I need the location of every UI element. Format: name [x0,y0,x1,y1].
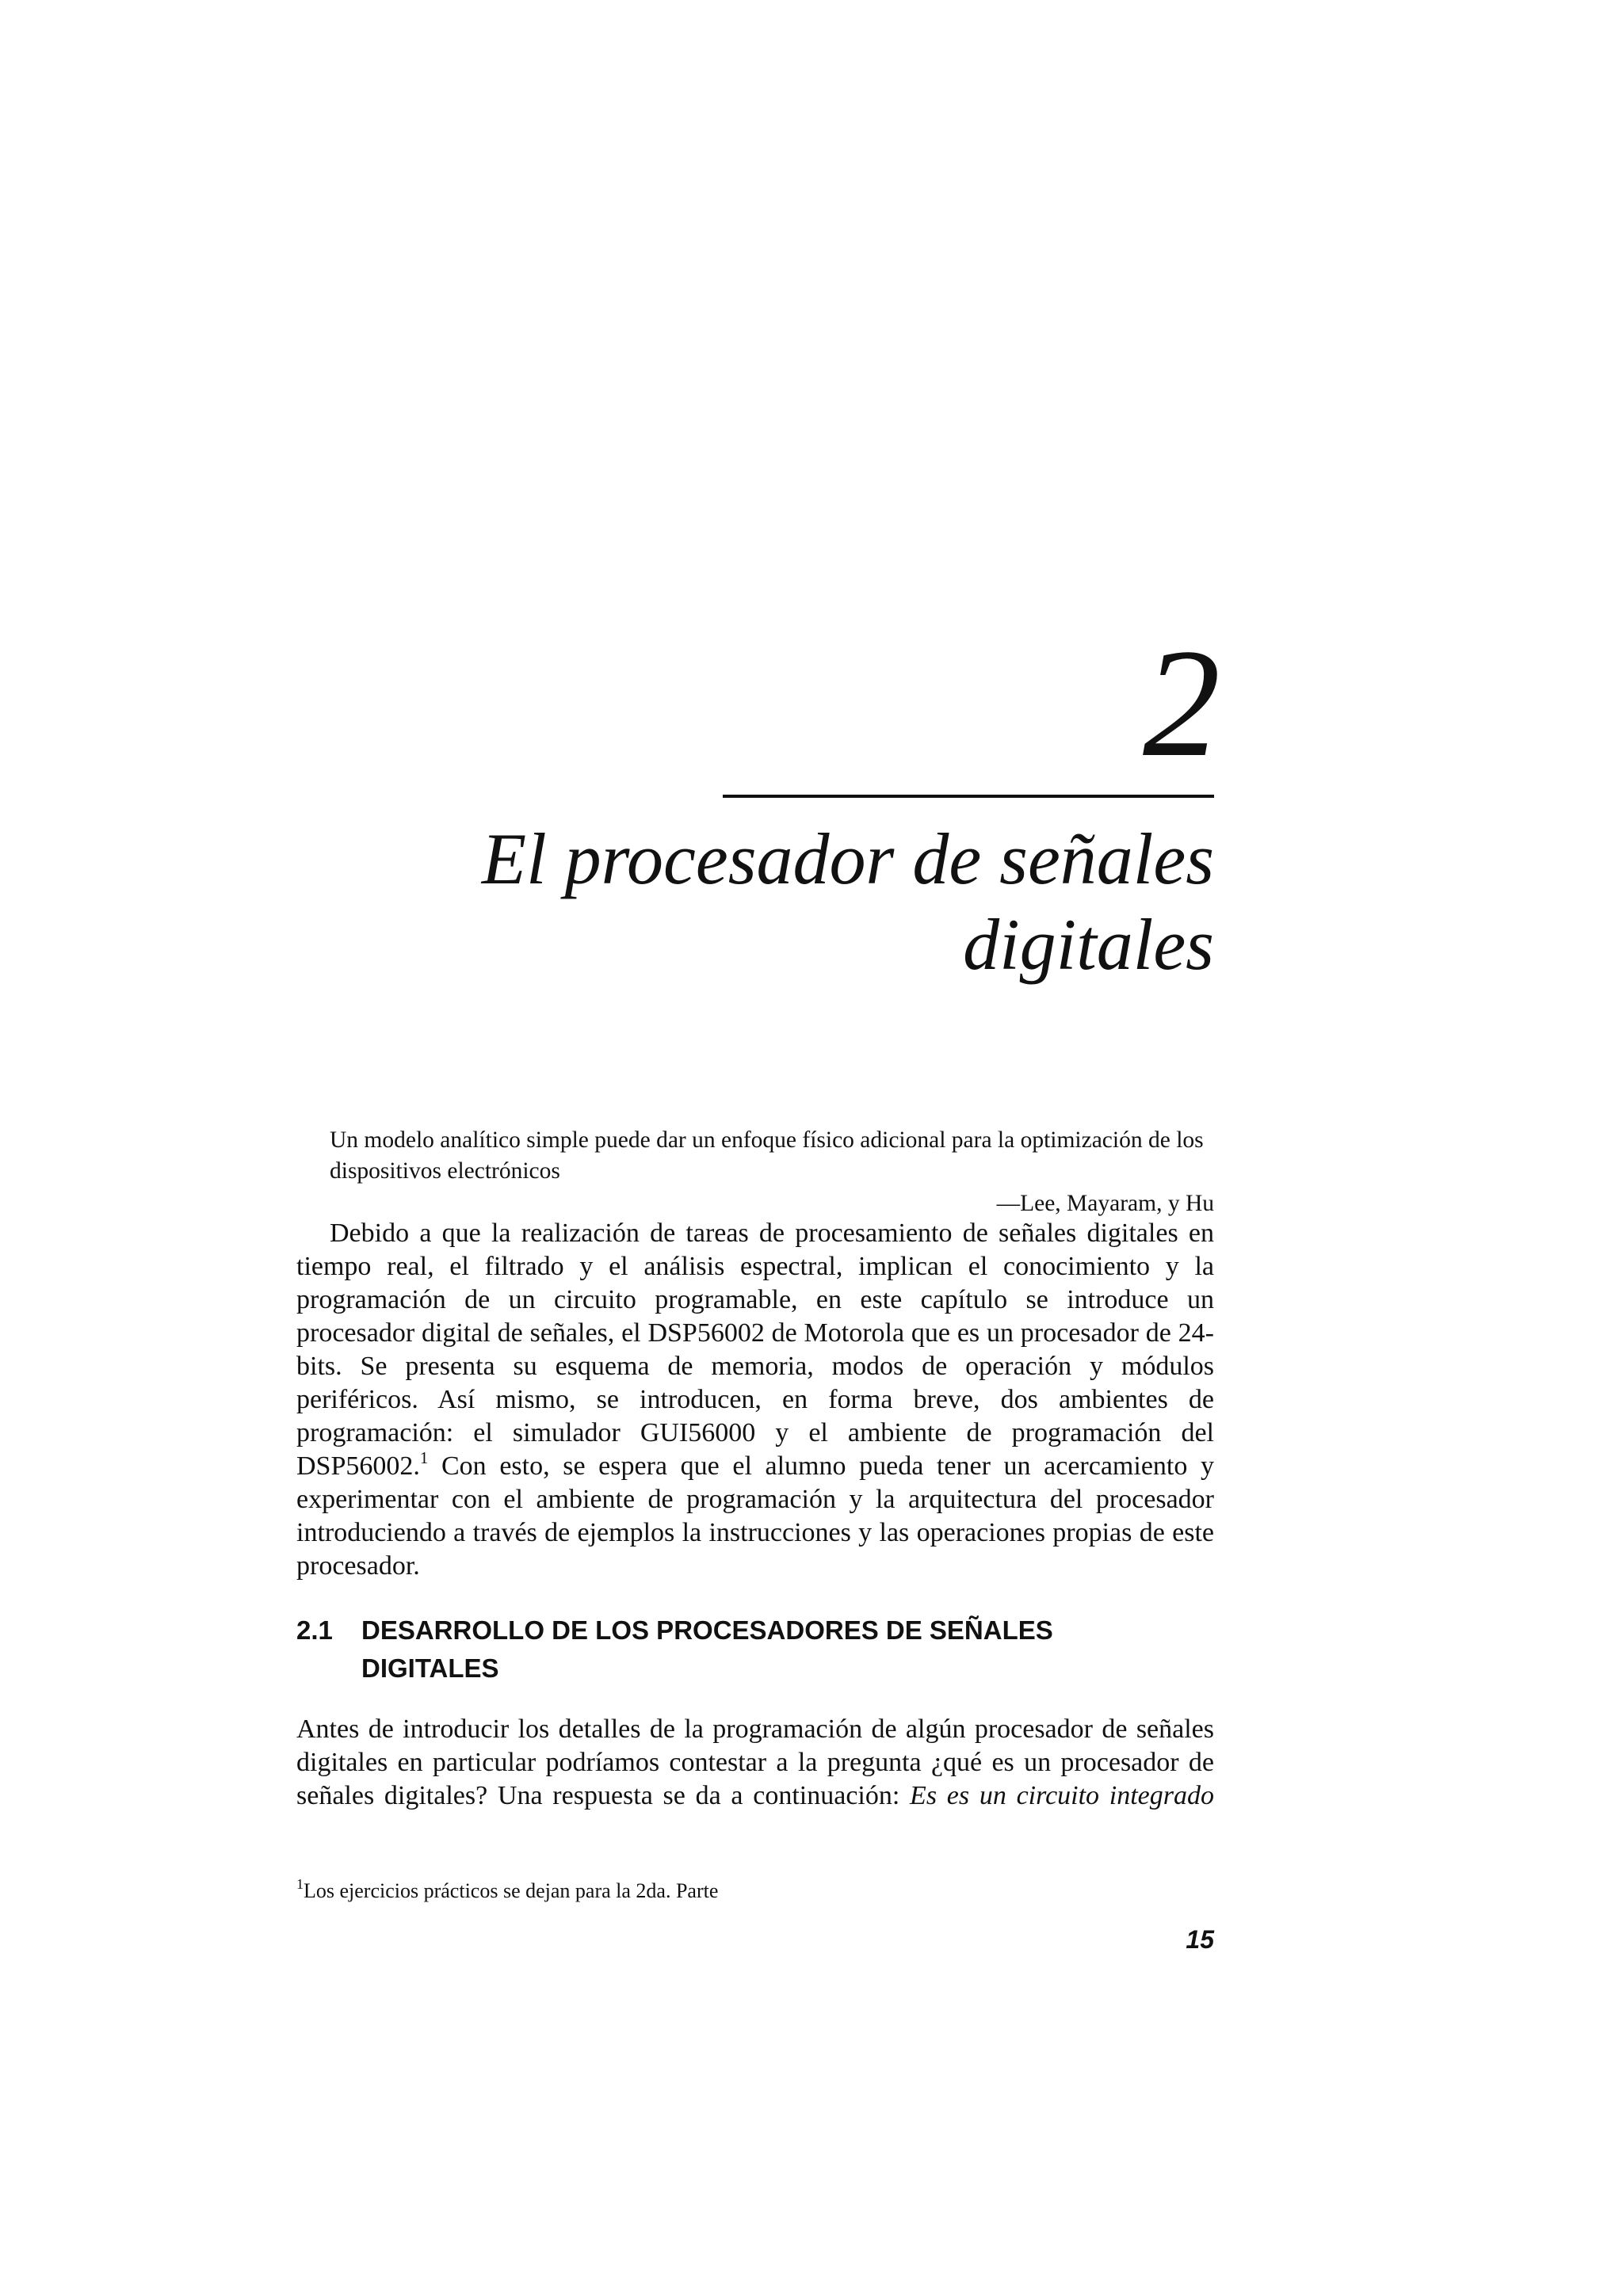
intro-paragraph [296,1217,1214,1583]
chapter-rule [723,795,1214,798]
chapter-title-line-2: digitales [963,904,1214,985]
epigraph [330,1125,1214,1219]
intro-text-part-2: Con esto, se espera que el alumno pueda tener un acercamiento y experimentar con el ambiente de programación y la arquitectura del procesador introduciendo a través de ejemplos la instrucciones y las operaciones propias de este procesador. [296,1451,1214,1581]
footnote [296,1878,1214,1905]
epigraph-author: —Lee, Mayaram, y Hu [996,1191,1214,1216]
intro-text-part-1: Debido a que la realización de tareas de procesamiento de señales digitales en tiempo real, el filtrado y el análisis espectral, implican el conocimiento y la programación de un circuito programable, en este capítulo se introduce un procesador digital de señales, el DSP56002 de Motorola que es un procesador de 24-bits. Se presenta su esquema de memoria, modos de operación y módulos periféricos. Así mismo, se introducen, en forma breve, dos ambientes de programación: el simulador GUI56000 y el ambiente de programación del DSP56002. [296,1219,1214,1481]
chapter-title-line-1: El procesador de señales [481,818,1214,899]
section-title: DESARROLLO DE LOS PROCESADORES DE SEÑALES DIGITALES [361,1615,1053,1683]
footnote-reference: 1 [419,1448,429,1467]
page-number: 15 [1186,1925,1214,1954]
section-number: 2.1 [296,1615,333,1645]
section-paragraph [296,1713,1214,1813]
chapter-title [263,816,1214,987]
footnote-text: Los ejercicios prácticos se dejan para la 2da. Parte [304,1879,719,1902]
section-heading [296,1611,1214,1688]
footnote-mark: 1 [296,1876,304,1892]
epigraph-text: Un modelo analítico simple puede dar un enfoque físico adicional para la optimización de los dispositivos electrónicos [330,1127,1204,1184]
section-paragraph-text: Antes de introducir los detalles de la programación de algún procesador de señales digitales en particular podríamos contestar a la pregunta ¿qué es un procesador de señales digitales? Una respuesta se da a continuación: [296,1714,1214,1810]
section-paragraph-italic: Es es un circuito integrado [910,1781,1215,1810]
chapter-number: 2 [1143,617,1220,789]
